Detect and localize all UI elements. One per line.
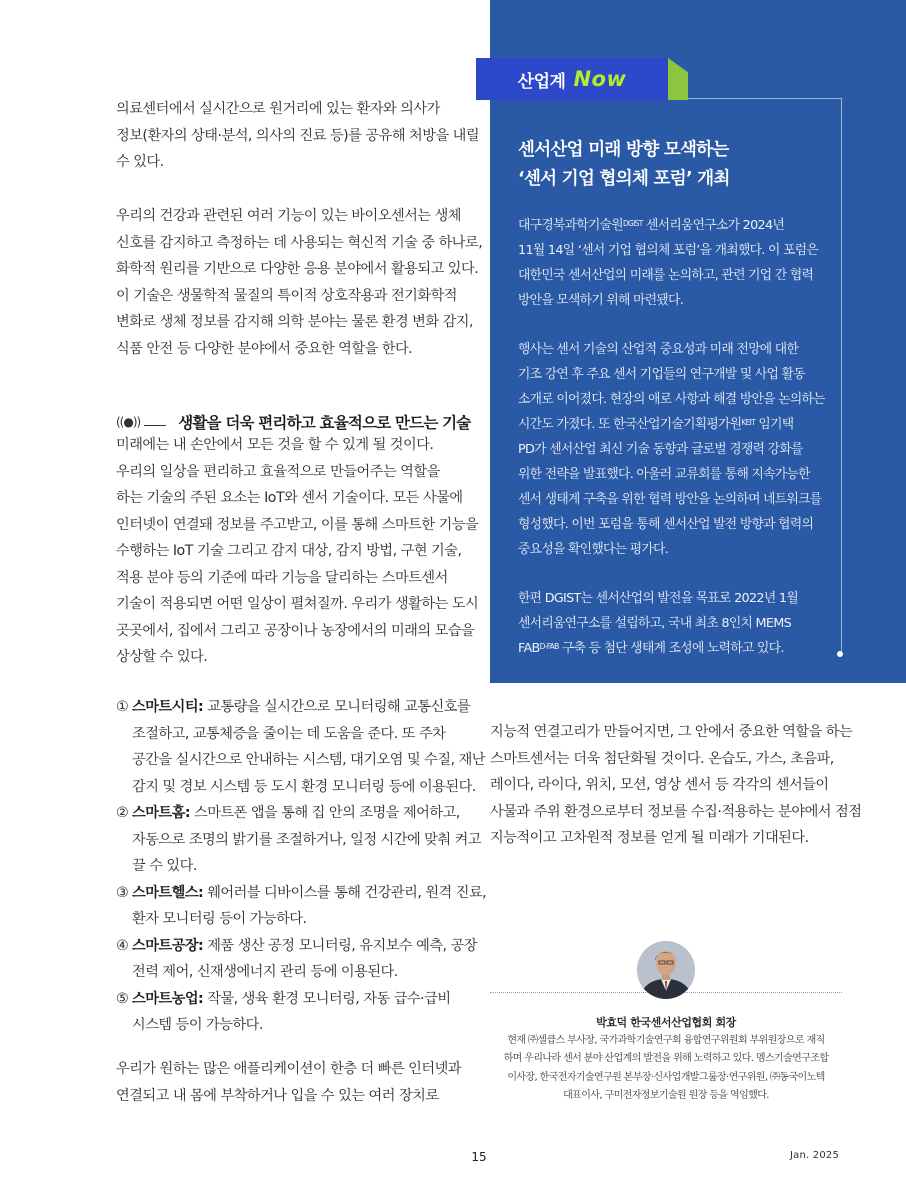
text-line: 사물과 주위 환경으로부터 정보를 수집·적용하는 분야에서 점점 (490, 803, 862, 820)
text-run: 중요성을 확인했다는 평가다. (518, 542, 669, 557)
text-line (116, 1012, 486, 1039)
text-line: 하는 기술의 주된 요소는 IoT와 센서 기술이다. 모든 사물에 (116, 490, 463, 506)
text-line (518, 288, 818, 313)
text-line (116, 959, 486, 986)
text-line (518, 611, 798, 636)
text-run: 센서 생태계 구축을 위한 협력 방안을 논의하며 네트워크를 (518, 492, 822, 507)
abbreviation-superscript: D-FAB (539, 642, 559, 651)
text-line: 기술이 적용되면 어떤 일상이 펼쳐질까. 우리가 생활하는 도시 (116, 596, 479, 612)
panel-paragraph-2 (518, 337, 825, 562)
text-line: 인터넷이 연결돼 정보를 주고받고, 이를 통해 스마트한 기능을 (116, 516, 479, 533)
list-number: ② (116, 805, 129, 821)
text-run: 기조 강연 후 주요 센서 기업들의 연구개발 및 사업 활동 (518, 367, 805, 382)
text-line (518, 537, 825, 562)
text-line: 변화로 생체 정보를 감지해 의학 분야는 물론 환경 변화 감지, (116, 314, 474, 330)
list-item (116, 880, 486, 933)
text-line: 우리의 건강과 관련된 여러 기능이 있는 바이오센서는 생체 (116, 208, 461, 224)
text-run: 형성했다. 이번 포럼을 통해 센서산업 발전 방향과 협력의 (518, 517, 814, 532)
text-line: 식품 안전 등 다양한 분야에서 중요한 역할을 한다. (116, 340, 413, 357)
text-run: 위한 전략을 발표했다. 아울러 교류회를 통해 지속가능한 (518, 467, 810, 482)
list-item (116, 986, 486, 1039)
text-line (518, 437, 825, 462)
text-line: 이 기술은 생물학적 물질의 특이적 상호작용과 전기화학적 (116, 287, 457, 304)
list-text: 조절하고, 교통체증을 줄이는 데 도움을 준다. 또 주차 (132, 725, 446, 742)
text-line (116, 800, 486, 827)
list-label: 스마트홈: (132, 805, 190, 821)
text-line (518, 238, 818, 263)
text-run: 대구경북과학기술원 (518, 218, 623, 233)
closing-paragraph (116, 1056, 461, 1109)
list-text: 감지 및 경보 시스템 등 도시 환경 모니터링 등에 이용된다. (132, 778, 476, 795)
panel-title (518, 136, 730, 194)
heading-dash (144, 425, 166, 426)
abbreviation-superscript: DGIST (622, 219, 643, 228)
list-text: 시스템 등이 가능하다. (132, 1017, 263, 1033)
text-run: 구축 등 첨단 생태계 조성에 노력하고 있다. (558, 641, 784, 656)
text-line: 신호를 감지하고 측정하는 데 사용되는 혁신적 기술 중 하나로, (116, 234, 483, 251)
text-line (116, 853, 486, 880)
text-line (116, 880, 486, 907)
intro-paragraph (116, 96, 479, 176)
text-run: 센서리움연구소를 설립하고, 국내 최초 8인치 MEMS (518, 616, 792, 631)
list-label: 스마트공장: (132, 937, 204, 954)
list-text: 자동으로 조명의 밝기를 조절하거나, 일정 시간에 맞춰 켜고 (132, 831, 482, 848)
section-title: 생활을 더욱 편리하고 효율적으로 만드는 기술 (178, 414, 471, 432)
text-line (518, 337, 825, 362)
text-run: 임기택 (755, 417, 794, 432)
list-text: 작물, 생육 환경 모니터링, 자동 급수·급비 (207, 990, 451, 1007)
text-line (518, 512, 825, 537)
signal-icon: ((●)) (116, 415, 141, 429)
list-text: 교통량을 실시간으로 모니터링해 교통신호를 (207, 699, 471, 715)
author-bio (484, 1032, 848, 1106)
iot-paragraph (116, 432, 478, 671)
smart-sensor-paragraph (490, 719, 861, 852)
list-text: 끌 수 있다. (132, 858, 197, 874)
text-line (518, 586, 798, 611)
list-item (116, 694, 486, 800)
text-run: 대한민국 센서산업의 미래를 논의하고, 관련 기업 간 협력 (518, 268, 814, 283)
text-line (116, 721, 486, 748)
text-line (518, 213, 818, 238)
text-line (518, 462, 825, 487)
list-number: ③ (116, 884, 129, 901)
text-line: 센서산업 미래 방향 모색하는 (518, 140, 729, 160)
text-line (518, 412, 825, 437)
text-line: 수 있다. (116, 154, 164, 170)
list-text: 공간을 실시간으로 안내하는 시스템, 대기오염 및 수질, 재난 (132, 752, 486, 768)
text-line (116, 747, 486, 774)
text-run: 센서리움연구소가 2024년 (642, 218, 785, 233)
text-line (116, 906, 486, 933)
text-run: 11월 14일 ‘센서 기업 협의체 포럼’을 개최했다. 이 포럼은 (518, 243, 819, 258)
text-line: 이사장, 한국전자기술연구원 본부장·신사업개발그룹장·연구위원, ㈜동국이노텍 (507, 1071, 825, 1083)
list-item (116, 800, 486, 880)
text-line: 의료센터에서 실시간으로 원거리에 있는 환자와 의사가 (116, 101, 440, 117)
list-number: ⑤ (116, 990, 129, 1007)
panel-paragraph-1 (518, 213, 818, 313)
text-line (518, 636, 798, 661)
industry-now-tab (476, 58, 668, 100)
list-item (116, 933, 486, 986)
text-line: ‘센서 기업 협의체 포럼’ 개최 (518, 169, 730, 189)
list-label: 스마트헬스: (132, 884, 204, 901)
text-line: 대표이사, 구미전자정보기술원 원장 등을 역임했다. (563, 1090, 769, 1102)
list-number: ④ (116, 937, 129, 954)
text-line: 스마트센서는 더욱 첨단화될 것이다. 온습도, 가스, 초음파, (490, 750, 834, 767)
text-line (116, 694, 486, 721)
abbreviation-superscript: KEIT (741, 418, 756, 427)
text-run: 방안을 모색하기 위해 마련됐다. (518, 293, 684, 308)
text-line: 우리의 일상을 편리하고 효율적으로 만들어주는 역할을 (116, 463, 440, 480)
text-line: 레이다, 라이다, 위치, 모션, 영상 센서 등 각각의 센서들이 (490, 777, 829, 793)
text-line: 정보(환자의 상태·분석, 의사의 진료 등)를 공유해 처방을 내릴 (116, 127, 480, 144)
text-line: 연결되고 내 몸에 부착하거나 입을 수 있는 여러 장치로 (116, 1087, 439, 1104)
text-run: FAB (518, 641, 540, 656)
panel-paragraph-3 (518, 586, 798, 661)
panel-frame-dot (837, 651, 843, 657)
text-run: 소개로 이어졌다. 현장의 애로 사항과 해결 방안을 논의하는 (518, 392, 825, 407)
text-line: 상상할 수 있다. (116, 649, 208, 665)
text-line: 하며 우리나라 센서 분야 산업계의 발전을 위해 노력하고 있다. 멤스기술연구조합 (503, 1053, 829, 1065)
list-text: 웨어러블 디바이스를 통해 건강관리, 원격 진료, (207, 884, 487, 901)
text-line (518, 362, 825, 387)
text-line: 화학적 원리를 기반으로 다양한 응용 분야에서 활용되고 있다. (116, 261, 479, 277)
text-line: 지능적이고 고차원적 정보를 얻게 될 미래가 기대된다. (490, 830, 809, 846)
text-run: 시간도 가졌다. 또 한국산업기술기획평가원 (518, 417, 742, 432)
text-line: 미래에는 내 손안에서 모든 것을 할 수 있게 될 것이다. (116, 437, 434, 453)
issue-date: Jan. 2025 (790, 1150, 840, 1161)
text-line (518, 387, 825, 412)
list-text: 전력 제어, 신재생에너지 관리 등에 이용된다. (132, 964, 398, 980)
text-run: 행사는 센서 기술의 산업적 중요성과 미래 전망에 대한 (518, 342, 799, 357)
text-line: 적용 분야 등의 기준에 따라 기능을 달리하는 스마트센서 (116, 569, 448, 586)
text-line: 지능적 연결고리가 만들어지면, 그 안에서 중요한 역할을 하는 (490, 724, 853, 740)
list-label: 스마트농업: (132, 990, 204, 1007)
text-line (518, 487, 825, 512)
tab-accent: Now (573, 67, 627, 91)
text-line (116, 986, 486, 1013)
text-line: 우리가 원하는 많은 애플리케이션이 한층 더 빠른 인터넷과 (116, 1061, 461, 1077)
text-line (116, 774, 486, 801)
page-number: 15 (471, 1150, 487, 1164)
author-name: 박효덕 한국센서산업협회 회장 (596, 1016, 736, 1029)
list-text: 환자 모니터링 등이 가능하다. (132, 911, 307, 927)
text-line (116, 933, 486, 960)
list-text: 제품 생산 공정 모니터링, 유지보수 예측, 공장 (207, 937, 477, 954)
list-text: 스마트폰 앱을 통해 집 안의 조명을 제어하고, (194, 805, 460, 821)
text-run: PD가 센서산업 최신 기술 동향과 글로벌 경쟁력 강화를 (518, 442, 803, 457)
author-portrait (637, 941, 695, 999)
text-line: 곳곳에서, 집에서 그리고 공장이나 농장에서의 미래의 모습을 (116, 622, 475, 639)
tab-label: 산업계 (517, 71, 566, 92)
list-label: 스마트시티: (132, 699, 204, 715)
text-line (518, 263, 818, 288)
smart-applications-list (116, 694, 486, 1039)
text-run: 한편 DGIST는 센서산업의 발전을 목표로 2022년 1월 (518, 591, 798, 606)
text-line (116, 827, 486, 854)
list-number: ① (116, 699, 129, 715)
biosensor-paragraph (116, 203, 482, 362)
text-line: 현재 ㈜셀큽스 부사장, 국가과학기술연구회 융합연구위원회 부위원장으로 재직 (507, 1035, 825, 1046)
text-line: 수행하는 IoT 기술 그리고 감지 대상, 감지 방법, 구현 기술, (116, 543, 462, 559)
